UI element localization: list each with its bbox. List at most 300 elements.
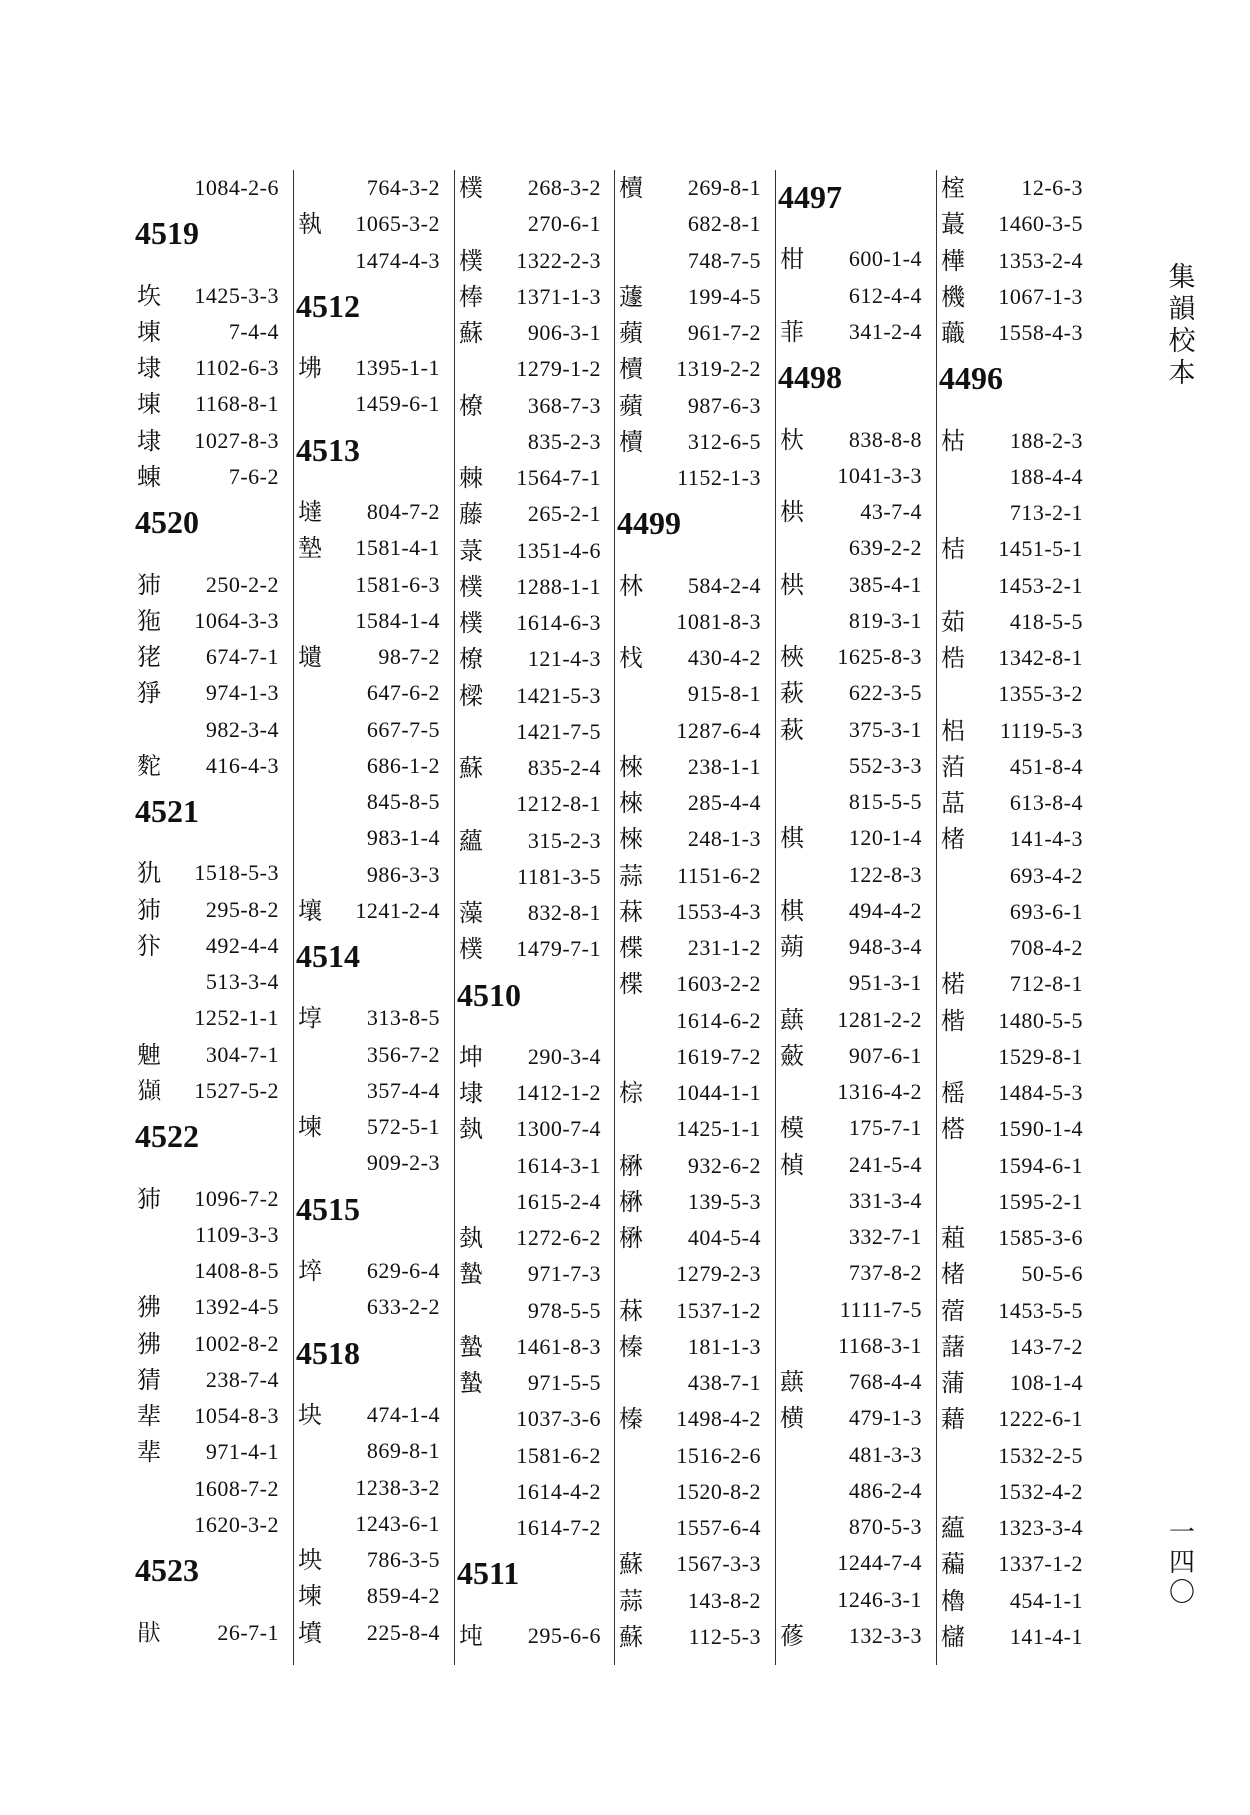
entry-reference: 231-1-2 — [687, 935, 761, 961]
index-entry — [778, 278, 928, 314]
index-entry — [939, 1148, 1089, 1184]
index-entry — [617, 388, 767, 424]
entry-reference: 971-5-5 — [527, 1370, 601, 1396]
index-entry — [617, 1474, 767, 1510]
section-heading: 4510 — [457, 976, 521, 1013]
index-entry — [135, 567, 285, 603]
entry-character: 埬 — [137, 317, 161, 346]
index-entry — [135, 1434, 285, 1470]
entry-character: 橑 — [459, 645, 483, 674]
index-entry — [939, 1256, 1089, 1292]
entry-character: 枯 — [941, 426, 965, 455]
entry-reference: 181-1-3 — [687, 1333, 761, 1359]
index-entry — [457, 786, 607, 822]
entry-reference: 1252-1-1 — [194, 1005, 279, 1031]
index-entry — [296, 675, 446, 711]
entry-character: 埶 — [459, 1115, 483, 1144]
index-entry — [617, 1003, 767, 1039]
entry-reference: 268-3-2 — [527, 175, 601, 200]
entry-character: 蒜 — [619, 861, 643, 890]
entry-reference: 315-2-3 — [527, 827, 601, 853]
entry-reference: 112-5-3 — [688, 1623, 761, 1649]
entry-reference: 1243-6-1 — [355, 1510, 440, 1536]
entry-reference: 1152-1-3 — [677, 465, 761, 490]
entry-character: 榛 — [619, 1405, 643, 1434]
index-entry — [939, 1184, 1089, 1220]
index-entry — [457, 1510, 607, 1546]
index-entry — [939, 785, 1089, 821]
entry-reference: 454-1-1 — [1009, 1587, 1083, 1613]
entry-reference: 122-8-3 — [848, 861, 922, 887]
entry-reference: 647-6-2 — [366, 680, 440, 706]
index-entry — [617, 894, 767, 930]
entry-reference: 248-1-3 — [687, 826, 761, 852]
index-entry — [939, 1401, 1089, 1437]
entry-reference: 1065-3-2 — [355, 211, 440, 237]
entry-reference: 667-7-5 — [366, 716, 440, 742]
entry-reference: 693-4-2 — [1009, 862, 1083, 888]
entry-character: 萩 — [780, 679, 804, 708]
entry-reference: 915-8-1 — [687, 681, 761, 707]
entry-reference: 1553-4-3 — [676, 898, 761, 924]
entry-reference: 416-4-3 — [205, 752, 279, 778]
index-entry — [296, 639, 446, 675]
entry-reference: 1451-5-1 — [998, 536, 1083, 562]
entry-reference: 693-6-1 — [1009, 898, 1083, 924]
entry-reference: 332-7-1 — [848, 1224, 922, 1250]
index-entry — [778, 1582, 928, 1618]
entry-character: 樸 — [459, 609, 483, 637]
entry-reference: 451-8-4 — [1009, 753, 1083, 779]
index-entry — [778, 639, 928, 675]
entry-reference: 199-4-5 — [687, 283, 761, 309]
entry-reference: 1421-7-5 — [516, 718, 601, 744]
entry-character: 菻 — [619, 897, 643, 926]
column-divider — [936, 170, 937, 1665]
index-entry — [778, 241, 928, 277]
entry-reference: 1595-2-1 — [998, 1188, 1083, 1214]
index-entry — [778, 1400, 928, 1436]
index-entry — [135, 1326, 285, 1362]
index-entry — [778, 530, 928, 566]
index-entry — [617, 1075, 767, 1111]
entry-reference: 1392-4-5 — [194, 1294, 279, 1320]
entry-reference: 748-7-5 — [687, 247, 761, 273]
entry-character: 楪 — [619, 970, 643, 999]
section-heading: 4520 — [135, 504, 199, 541]
entry-reference: 494-4-2 — [848, 897, 922, 923]
entry-character: 蘊 — [459, 826, 483, 855]
entry-character: 楨 — [780, 1150, 804, 1179]
entry-reference: 1537-1-2 — [676, 1297, 761, 1323]
index-entry — [617, 1365, 767, 1401]
index-entry — [939, 821, 1089, 857]
entry-character: 犰 — [137, 859, 161, 888]
index-entry — [457, 678, 607, 714]
entry-reference: 312-6-5 — [687, 428, 761, 454]
index-entry — [778, 1074, 928, 1110]
index-entry — [778, 965, 928, 1001]
index-entry — [296, 350, 446, 386]
index-entry — [296, 494, 446, 530]
index-entry — [457, 496, 607, 532]
column-divider — [293, 170, 294, 1665]
entry-reference: 1474-4-3 — [355, 247, 440, 273]
index-entry — [778, 820, 928, 856]
entry-reference: 622-3-5 — [848, 680, 922, 706]
entry-character: 块 — [298, 1401, 322, 1430]
entry-reference: 356-7-2 — [366, 1041, 440, 1067]
entry-reference: 375-3-1 — [848, 716, 922, 742]
index-entry — [617, 351, 767, 387]
entry-character: 棶 — [619, 752, 643, 781]
entry-reference: 1479-7-1 — [516, 936, 601, 962]
entry-character: 桔 — [941, 535, 965, 564]
entry-character: 楙 — [619, 1224, 643, 1253]
entry-reference: 1002-8-2 — [194, 1330, 279, 1356]
index-entry — [135, 1037, 285, 1073]
entry-character: 蒲 — [941, 1369, 965, 1398]
entry-reference: 906-3-1 — [527, 320, 601, 345]
entry-reference: 1168-3-1 — [838, 1332, 922, 1358]
index-entry — [135, 1507, 285, 1543]
index-entry — [296, 1615, 446, 1651]
entry-reference: 1109-3-3 — [195, 1221, 279, 1247]
entry-reference: 1041-3-3 — [837, 462, 922, 488]
entry-reference: 1484-5-3 — [998, 1080, 1083, 1106]
index-entry — [296, 243, 446, 279]
index-entry — [457, 1618, 607, 1654]
index-entry — [778, 1328, 928, 1364]
entry-reference: 418-5-5 — [1009, 608, 1083, 634]
index-entry — [135, 1615, 285, 1651]
index-entry — [135, 675, 285, 711]
entry-character: 梏 — [941, 644, 965, 673]
index-entry — [939, 930, 1089, 966]
entry-character: 蝀 — [137, 462, 161, 491]
index-entry — [939, 1003, 1089, 1039]
entry-reference: 1395-1-1 — [355, 355, 440, 381]
entry-reference: 686-1-2 — [366, 752, 440, 778]
index-entry — [939, 459, 1089, 495]
entry-character: 𤞣 — [137, 1618, 161, 1647]
index-entry — [617, 1583, 767, 1619]
index-entry — [617, 1111, 767, 1147]
section-heading: 4522 — [135, 1118, 199, 1155]
entry-reference: 1238-3-2 — [355, 1474, 440, 1500]
entry-character: 棶 — [619, 825, 643, 854]
entry-reference: 835-2-4 — [527, 755, 601, 780]
index-entry — [617, 206, 767, 242]
entry-character: 壤 — [298, 896, 322, 925]
entry-character: 樑 — [459, 681, 483, 710]
entry-reference: 1518-5-3 — [194, 860, 279, 886]
section-heading: 4499 — [617, 505, 681, 542]
entry-character: 柑 — [780, 245, 804, 274]
entry-reference: 1412-1-2 — [516, 1080, 601, 1106]
section-heading: 4523 — [135, 1552, 199, 1589]
entry-reference: 1461-8-3 — [516, 1333, 601, 1359]
entry-character: 堜 — [298, 1582, 322, 1611]
book-title: 集韻校本 — [1168, 262, 1196, 389]
entry-character: 楮 — [941, 825, 965, 854]
entry-reference: 1614-6-3 — [516, 610, 601, 635]
entry-reference: 7-4-4 — [228, 318, 279, 344]
entry-reference: 870-5-3 — [848, 1514, 922, 1540]
index-entry — [617, 1184, 767, 1220]
index-entry — [939, 604, 1089, 640]
index-entry — [296, 1145, 446, 1181]
index-entry — [939, 279, 1089, 315]
index-entry — [457, 859, 607, 895]
entry-reference: 1498-4-2 — [676, 1406, 761, 1432]
entry-reference: 1342-8-1 — [998, 645, 1083, 671]
entry-character: 蓚 — [780, 1621, 804, 1650]
index-entry — [135, 603, 285, 639]
entry-reference: 270-6-1 — [527, 211, 601, 237]
index-entry — [778, 675, 928, 711]
entry-reference: 290-3-4 — [527, 1043, 601, 1069]
entry-reference: 612-4-4 — [848, 282, 922, 308]
entry-character: 執 — [298, 210, 322, 239]
index-entry — [617, 170, 767, 206]
entry-reference: 1319-2-2 — [676, 356, 761, 382]
entry-character: 蟄 — [459, 1332, 483, 1361]
index-entry — [135, 892, 285, 928]
entry-character: 墳 — [298, 1618, 322, 1647]
entry-reference: 1351-4-6 — [516, 537, 601, 563]
entry-reference: 238-7-4 — [205, 1366, 279, 1392]
index-entry — [457, 1329, 607, 1365]
index-entry — [617, 568, 767, 604]
entry-reference: 600-1-4 — [848, 246, 922, 272]
entry-character: 蘇 — [619, 1550, 643, 1579]
entry-character: 蘋 — [619, 391, 643, 420]
entry-character: 樸 — [459, 572, 483, 601]
entry-character: 蘞 — [780, 1041, 804, 1070]
entry-character: 坉 — [459, 1621, 483, 1650]
entry-reference: 1323-3-4 — [998, 1515, 1083, 1541]
entry-reference: 1615-2-4 — [516, 1188, 601, 1214]
entry-reference: 764-3-2 — [366, 175, 440, 200]
entry-reference: 1288-1-1 — [516, 573, 601, 599]
index-entry — [617, 749, 767, 785]
index-entry — [939, 858, 1089, 894]
index-entry — [939, 315, 1089, 351]
entry-reference: 1353-2-4 — [998, 247, 1083, 273]
entry-reference: 238-1-1 — [687, 753, 761, 779]
index-column-5 — [778, 170, 928, 1665]
index-entry — [617, 279, 767, 315]
index-entry — [778, 1292, 928, 1328]
entry-reference: 225-8-4 — [366, 1619, 440, 1645]
entry-reference: 1581-6-3 — [355, 571, 440, 597]
entry-character: 蘇 — [459, 754, 483, 782]
entry-reference: 951-3-1 — [848, 970, 922, 996]
page-number: 一四〇 — [1168, 1518, 1195, 1608]
index-column-3 — [457, 170, 607, 1665]
entry-reference: 1614-4-2 — [516, 1478, 601, 1504]
entry-reference: 971-4-1 — [205, 1439, 279, 1465]
index-entry — [296, 386, 446, 422]
entry-reference: 1619-7-2 — [676, 1043, 761, 1069]
index-entry — [939, 713, 1089, 749]
entry-character: 櫝 — [619, 355, 643, 384]
entry-character: 棋 — [780, 896, 804, 925]
entry-character: 樸 — [459, 174, 483, 202]
index-entry — [617, 821, 767, 857]
index-entry — [457, 1474, 607, 1510]
index-entry — [939, 1510, 1089, 1546]
entry-character: 茹 — [941, 607, 965, 636]
entry-character: 䰠 — [137, 1040, 161, 1069]
entry-reference: 143-7-2 — [1009, 1333, 1083, 1359]
entry-reference: 909-2-3 — [366, 1150, 440, 1176]
index-entry — [457, 170, 607, 206]
index-entry — [939, 894, 1089, 930]
index-entry — [296, 1578, 446, 1614]
index-entry — [135, 1362, 285, 1398]
entry-reference: 1111-7-5 — [839, 1296, 922, 1322]
entry-character: 梜 — [780, 643, 804, 672]
entry-reference: 1460-3-5 — [998, 211, 1083, 237]
index-entry — [617, 676, 767, 712]
entry-character: 楷 — [941, 1006, 965, 1035]
index-entry — [296, 567, 446, 603]
index-entry — [135, 423, 285, 459]
index-entry — [778, 1038, 928, 1074]
entry-character: 蕻 — [780, 1368, 804, 1397]
entry-character: 櫓 — [941, 1586, 965, 1615]
entry-reference: 121-4-3 — [527, 646, 601, 672]
entry-reference: 1453-5-5 — [998, 1297, 1083, 1323]
index-entry — [778, 857, 928, 893]
entry-reference: 971-7-3 — [527, 1261, 601, 1287]
index-entry — [296, 1289, 446, 1325]
entry-reference: 313-8-5 — [366, 1005, 440, 1031]
entry-reference: 1371-1-3 — [516, 283, 601, 309]
index-entry — [457, 895, 607, 931]
entry-character: 埭 — [137, 354, 161, 383]
entry-reference: 1558-4-3 — [998, 320, 1083, 345]
entry-reference: 385-4-1 — [848, 571, 922, 597]
entry-reference: 859-4-2 — [366, 1583, 440, 1609]
entry-reference: 331-3-4 — [848, 1187, 922, 1213]
index-entry — [457, 315, 607, 351]
entry-reference: 845-8-5 — [366, 789, 440, 815]
entry-reference: 250-2-2 — [205, 571, 279, 597]
entry-reference: 1620-3-2 — [194, 1511, 279, 1537]
index-entry — [296, 1037, 446, 1073]
index-entry — [457, 1256, 607, 1292]
index-entry — [617, 785, 767, 821]
entry-character: 榁 — [941, 174, 965, 202]
entry-character: 橑 — [459, 391, 483, 420]
entry-reference: 7-6-2 — [228, 463, 279, 489]
entry-reference: 1241-2-4 — [355, 897, 440, 923]
entry-character: 林 — [619, 571, 643, 600]
entry-reference: 1625-8-3 — [837, 644, 922, 670]
entry-character: 埬 — [137, 390, 161, 419]
entry-reference: 1584-1-4 — [355, 607, 440, 633]
entry-character: 埭 — [459, 1079, 483, 1108]
entry-character: 蕞 — [941, 210, 965, 239]
index-entry — [457, 460, 607, 496]
entry-character: 栱 — [780, 570, 804, 599]
entry-character: 藉 — [941, 1405, 965, 1434]
index-entry — [457, 206, 607, 242]
index-entry — [457, 714, 607, 750]
entry-reference: 948-3-4 — [848, 934, 922, 960]
entry-character: 棶 — [619, 789, 643, 818]
index-entry — [135, 459, 285, 495]
entry-character: 狫 — [137, 643, 161, 672]
entry-character: 犿 — [137, 931, 161, 960]
index-entry — [778, 1147, 928, 1183]
entry-reference: 983-1-4 — [366, 825, 440, 851]
entry-reference: 1581-4-1 — [355, 535, 440, 561]
index-entry — [939, 495, 1089, 531]
index-entry — [778, 784, 928, 820]
entry-character: 横 — [780, 1404, 804, 1433]
entry-character: 藻 — [459, 899, 483, 927]
index-entry — [457, 243, 607, 279]
entry-character: 坱 — [298, 1546, 322, 1575]
index-entry — [778, 1255, 928, 1291]
index-entry — [778, 422, 928, 458]
entry-reference: 629-6-4 — [366, 1258, 440, 1284]
index-column-1 — [135, 170, 285, 1665]
entry-character: 狏 — [137, 606, 161, 635]
entry-reference: 295-8-2 — [205, 896, 279, 922]
entry-reference: 141-4-3 — [1009, 826, 1083, 852]
index-entry — [457, 1075, 607, 1111]
entry-character: 榛 — [619, 1332, 643, 1361]
index-entry — [617, 640, 767, 676]
entry-reference: 430-4-2 — [687, 645, 761, 671]
index-entry — [296, 1000, 446, 1036]
entry-reference: 712-8-1 — [1009, 971, 1083, 997]
entry-reference: 1151-6-2 — [677, 862, 761, 888]
index-entry — [457, 641, 607, 677]
entry-reference: 513-3-4 — [205, 969, 279, 995]
index-entry — [939, 1039, 1089, 1075]
entry-reference: 708-4-2 — [1009, 935, 1083, 961]
entry-character: 㹃 — [137, 1438, 161, 1467]
entry-reference: 1281-2-2 — [837, 1006, 922, 1032]
index-entry — [135, 1000, 285, 1036]
entry-character: 坤 — [459, 1042, 483, 1071]
entry-reference: 961-7-2 — [687, 320, 761, 345]
index-entry — [296, 1397, 446, 1433]
index-entry — [296, 784, 446, 820]
entry-reference: 368-7-3 — [527, 392, 601, 418]
entry-reference: 932-6-2 — [687, 1152, 761, 1178]
entry-character: 梠 — [941, 716, 965, 745]
entry-character: 榙 — [941, 1115, 965, 1144]
entry-reference: 1459-6-1 — [355, 391, 440, 417]
entry-character: 蒜 — [619, 1586, 643, 1615]
section-heading: 4496 — [939, 360, 1003, 397]
entry-character: 墶 — [298, 498, 322, 527]
index-entry — [457, 1148, 607, 1184]
entry-reference: 1044-1-1 — [676, 1080, 761, 1106]
index-entry — [617, 424, 767, 460]
entry-reference: 479-1-3 — [848, 1405, 922, 1431]
index-entry — [939, 1438, 1089, 1474]
entry-reference: 1608-7-2 — [194, 1475, 279, 1501]
entry-reference: 768-4-4 — [848, 1369, 922, 1395]
